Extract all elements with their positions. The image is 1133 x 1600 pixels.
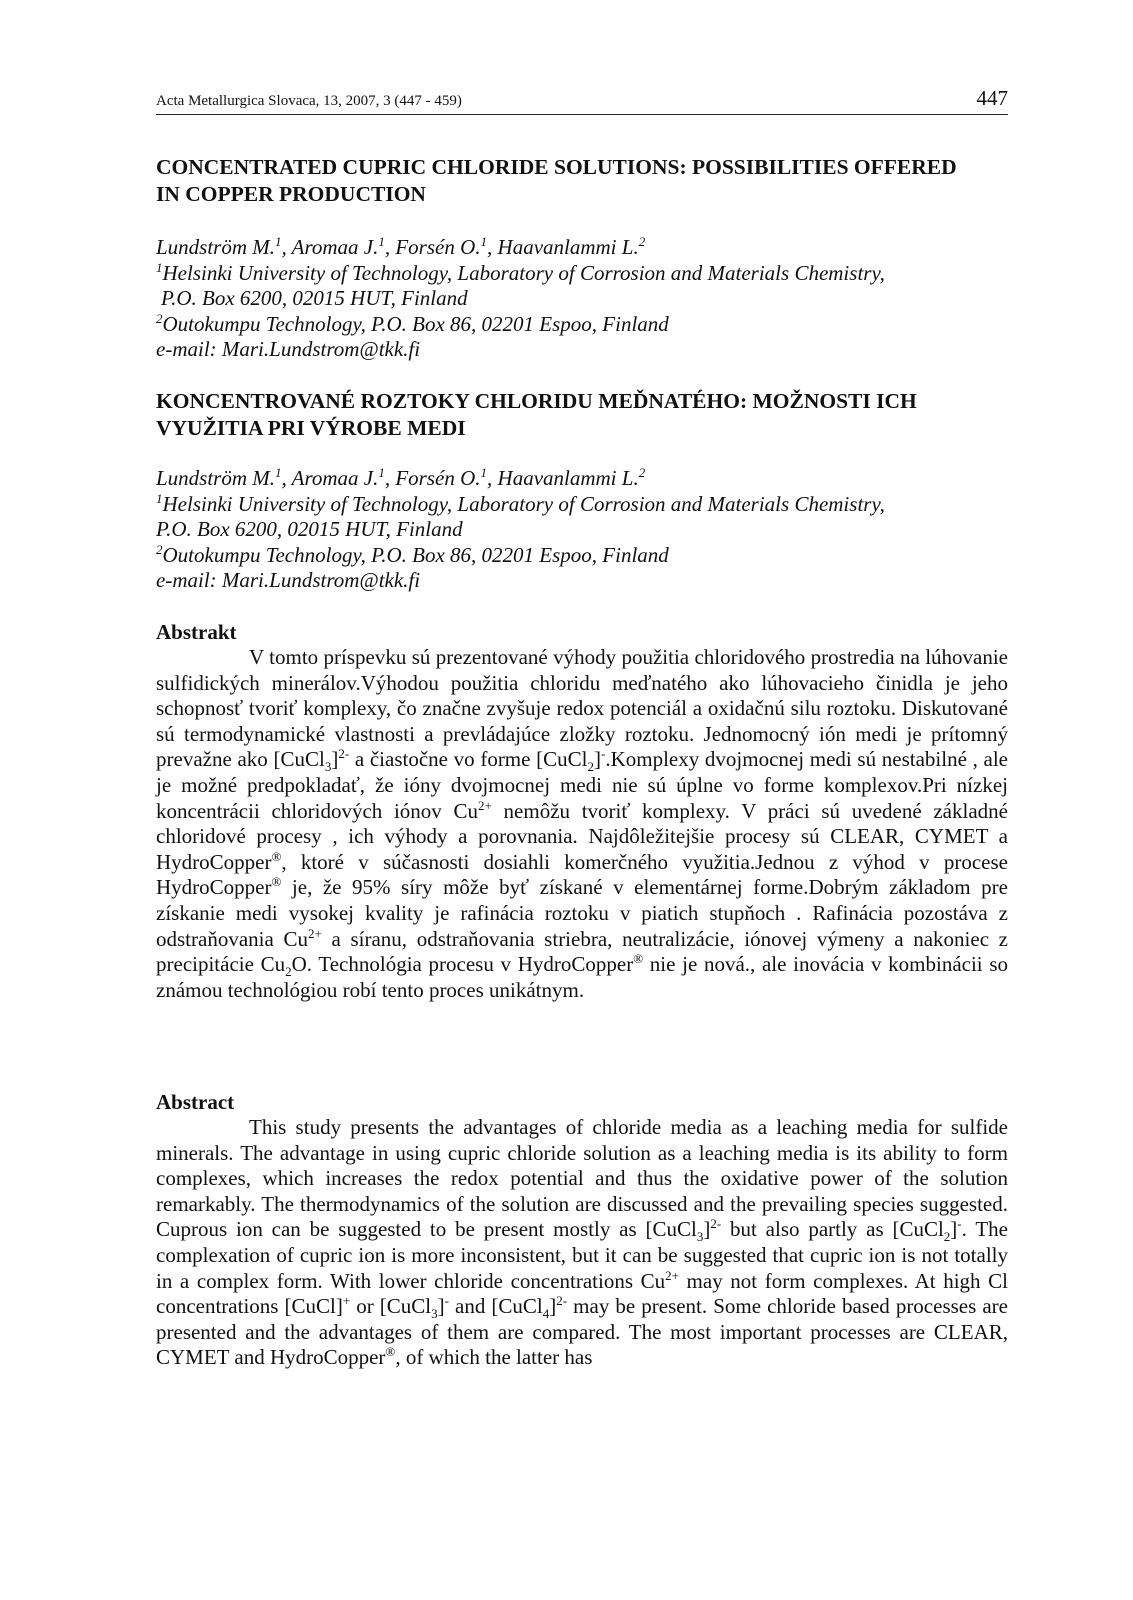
affiliation-2: $^2$Outokumpu Technology, P.O. Box 86, 02201 Espoo, Finland bbox=[156, 310, 669, 336]
slovak-title bbox=[156, 388, 1008, 442]
title-line-2: IN COPPER PRODUCTION bbox=[156, 182, 426, 206]
affiliation-1-address: P.O. Box 6200, 02015 HUT, Finland bbox=[156, 517, 463, 541]
title-line-1: CONCENTRATED CUPRIC CHLORIDE SOLUTIONS: POSSIBILITIES OFFERED bbox=[156, 155, 957, 179]
journal-citation: Acta Metallurgica Slovaca, 13, 2007, 3 (447 - 459) bbox=[156, 93, 462, 109]
title-line-2: VYUŽITIA PRI VÝROBE MEDI bbox=[156, 416, 466, 440]
affiliation-2: $^2$Outokumpu Technology, P.O. Box 86, 02201 Espoo, Finland bbox=[156, 541, 669, 567]
abstrakt-heading: Abstrakt bbox=[156, 620, 237, 644]
running-header bbox=[156, 86, 1008, 115]
abstract-text: This study presents the advantages of chloride media as a leaching media for sulfide minerals. The advantage in using cupric chloride solution as a leaching media is its ability to form complexes, which increases the redox potential and thus the oxidative power of the solution remarkably. The thermodynamics of the solution are discussed and the prevailing species suggested. Cuprous ion can be suggested to be present mostly as [CuCl$_3$]$^{2-}$ but also partly as [CuCl$_2$]-. The complexation of cupric ion is more inconsistent, but it can be suggested that cupric ion is not totally in a complex form. With lower chloride concentrations $Cu^{2+}$ may not form complexes. At high Cl concentrations [CuCl]+ or [CuCl$_3$]- and [CuCl$_4$]$^{2-}$ may be present. Some chloride based processes are presented and the advantages of them are compared. The most important processes are CLEAR, CYMET and HydroCopper®, of which the latter has bbox=[156, 1115, 1008, 1370]
email-line: e-mail: Mari.Lundstrom@tkk.fi bbox=[156, 568, 421, 592]
page-number: 447 bbox=[976, 86, 1008, 110]
author-line: Lundström M.$^1$, Aromaa J.$^1$, Forsén O.$^1$, Haavanlammi L.$^2$ bbox=[156, 234, 646, 259]
abstract-section bbox=[156, 1090, 1008, 1371]
author-block-slovak bbox=[156, 466, 1008, 594]
abstrakt-text: V tomto príspevku sú prezentované výhody použitia chloridového prostredia na lúhovanie sulfidických minerálov.Výhodou použitia chloridu meďnatého ako lúhovacieho činidla je jeho schopnosť tvoriť komplexy, čo značne zvyšuje redox potenciál a oxidačnú silu roztoku. Diskutované sú termodynamické vlastnosti a prevládajúce zložky roztoku. Jednomocný ión medi je prítomný prevažne ako [CuCl$_3$]$^{2-}$ a čiastočne vo forme [CuCl$_2$]-.Komplexy dvojmocnej medi sú nestabilné , ale je možné predpokladať, že ióny dvojmocnej medi nie sú úplne vo forme komplexov.Pri nízkej koncentrácii chloridových iónov $Cu^{2+}$ nemôžu tvoriť komplexy. V práci sú uvedené základné chloridové procesy , ich výhody a porovnania. Najdôležitejšie procesy sú CLEAR, CYMET a HydroCopper®, ktoré v súčasnosti dosiahli komerčného využitia.Jednou z výhod v procese HydroCopper® je, že 95% síry môže byť získané v elementárnej forme.Dobrým základom pre získanie medi vysokej kvality je rafinácia roztoku v piatich stupňoch . Rafinácia pozostáva z odstraňovania $Cu^{2+}$ a síranu, odstraňovania striebra, neutralizácie, iónovej výmeny a nakoniec z precipitácie $Cu_2O$. Technológia procesu v HydroCopper® nie je nová., ale inovácia v kombinácii so známou technológiou robí tento proces unikátnym. bbox=[156, 645, 1009, 1002]
author-block-english bbox=[156, 235, 1008, 363]
title-line-1: KONCENTROVANÉ ROZTOKY CHLORIDU MEĎNATÉHO: MOŽNOSTI ICH bbox=[156, 389, 917, 413]
affiliation-1-address: P.O. Box 6200, 02015 HUT, Finland bbox=[161, 286, 468, 310]
abstrakt-section bbox=[156, 620, 1008, 1003]
email-line: e-mail: Mari.Lundstrom@tkk.fi bbox=[156, 337, 421, 361]
author-line: Lundström M.$^1$, Aromaa J.$^1$, Forsén O.$^1$, Haavanlammi L.$^2$ bbox=[156, 465, 646, 490]
affiliation-1: $^1$Helsinki University of Technology, Laboratory of Corrosion and Materials Chemistry, bbox=[156, 490, 885, 516]
english-title bbox=[156, 154, 1008, 208]
abstract-heading: Abstract bbox=[156, 1090, 235, 1114]
affiliation-1: $^1$Helsinki University of Technology, Laboratory of Corrosion and Materials Chemistry, bbox=[156, 259, 885, 285]
